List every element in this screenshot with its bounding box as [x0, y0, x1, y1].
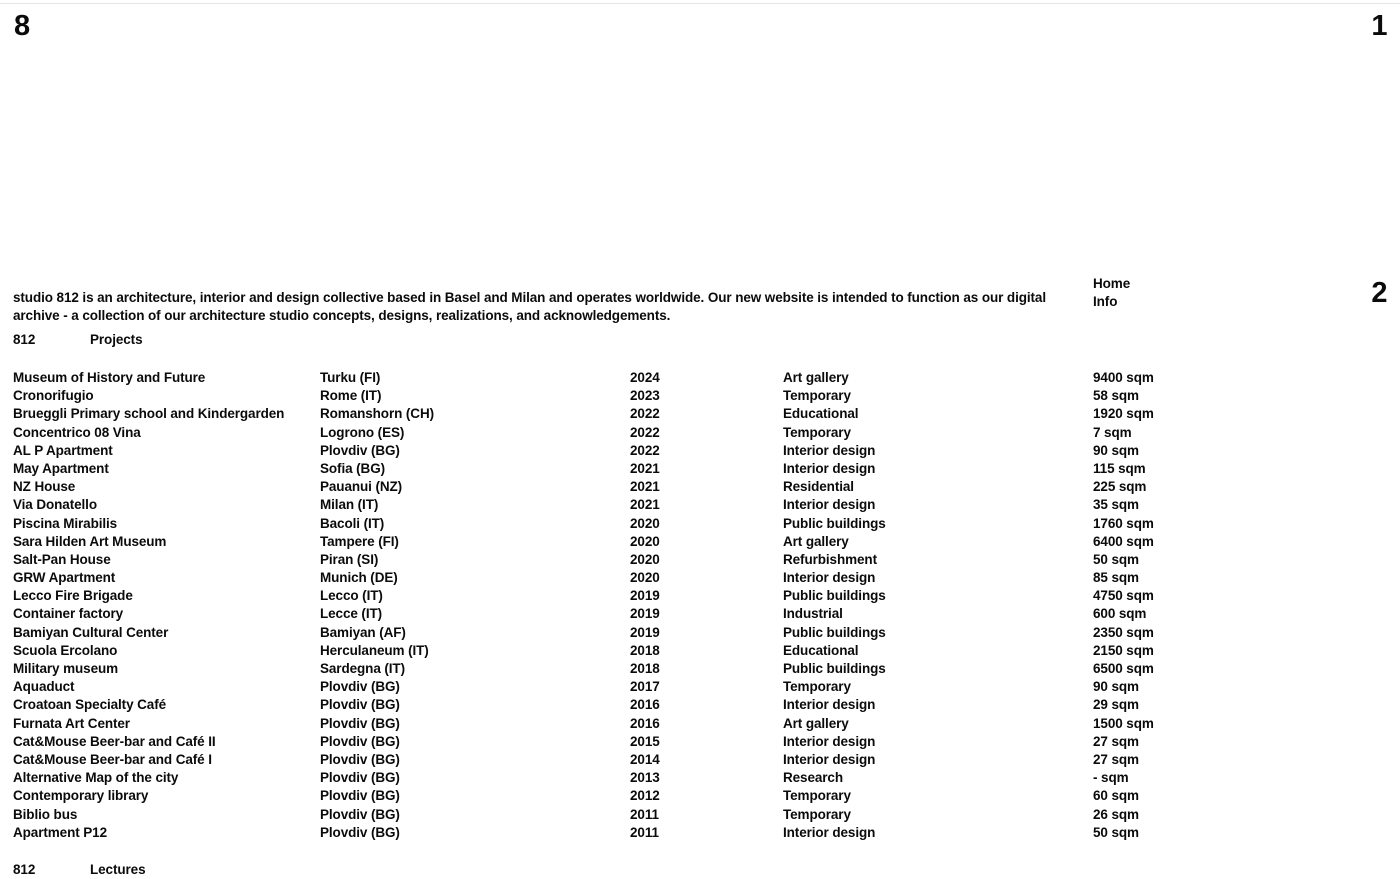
project-size-cell: 29 sqm — [1093, 697, 1139, 713]
project-name-cell: Military museum — [13, 661, 119, 676]
project-location-cell: Herculaneum (IT) — [320, 642, 429, 658]
project-row[interactable] — [13, 496, 1387, 514]
project-year-cell: 2021 — [630, 479, 660, 495]
project-category-cell: Temporary — [783, 679, 851, 695]
project-row[interactable] — [13, 605, 1387, 623]
project-size-cell: 600 sqm — [1093, 606, 1147, 622]
project-year-cell: 2021 — [630, 460, 660, 476]
project-row[interactable] — [13, 806, 1387, 824]
project-location-cell: Tampere (FI) — [320, 533, 399, 549]
brand-label: 812 — [13, 862, 36, 877]
project-size-cell: 90 sqm — [1093, 442, 1139, 458]
project-year-cell: 2020 — [630, 515, 660, 531]
project-name-cell: Bamiyan Cultural Center — [13, 624, 169, 640]
project-location-cell: Piran (SI) — [320, 551, 379, 567]
studio-intro-text: studio 812 is an architecture, interior and design collective based in Basel and Milan and operates worldwide. Our new website is intended to function as our digital archive - a collection of our architecture studio concepts, designs, realizations, and acknowledgements. — [13, 289, 1046, 323]
project-size-cell: 35 sqm — [1093, 497, 1139, 513]
project-category-cell: Interior design — [783, 570, 876, 586]
project-location-cell: Bamiyan (AF) — [320, 624, 406, 640]
project-name-cell: Biblio bus — [13, 806, 78, 822]
project-location-cell: Plovdiv (BG) — [320, 770, 400, 786]
project-size-cell: 9400 sqm — [1093, 370, 1154, 385]
project-row[interactable] — [13, 660, 1387, 678]
project-year-cell: 2020 — [630, 570, 660, 586]
project-row[interactable] — [13, 824, 1387, 842]
project-year-cell: 2017 — [630, 679, 660, 695]
project-name-cell: Lecco Fire Brigade — [13, 588, 133, 604]
project-year-cell: 2016 — [630, 697, 660, 713]
project-name-cell: May Apartment — [13, 460, 109, 476]
project-year-cell: 2022 — [630, 406, 660, 422]
project-category-cell: Temporary — [783, 806, 851, 822]
project-name-cell: Via Donatello — [13, 497, 97, 513]
project-name-cell: Aquaduct — [13, 679, 75, 695]
project-year-cell: 2018 — [630, 642, 660, 658]
project-row[interactable] — [13, 478, 1387, 496]
project-location-cell: Plovdiv (BG) — [320, 788, 400, 804]
projects-section-header — [13, 331, 142, 349]
project-size-cell: 1760 sqm — [1093, 515, 1154, 531]
project-row[interactable] — [13, 624, 1387, 642]
project-name-cell: Sara Hilden Art Museum — [13, 533, 167, 549]
project-year-cell: 2018 — [630, 661, 660, 676]
project-location-cell: Pauanui (NZ) — [320, 479, 403, 495]
project-row[interactable] — [13, 424, 1387, 442]
project-name-cell: Brueggli Primary school and Kindergarden — [13, 406, 285, 422]
project-size-cell: 225 sqm — [1093, 479, 1147, 495]
project-size-cell: 27 sqm — [1093, 733, 1139, 749]
project-year-cell: 2015 — [630, 733, 660, 749]
project-name-cell: NZ House — [13, 479, 76, 495]
project-size-cell: 26 sqm — [1093, 806, 1139, 822]
project-category-cell: Refurbishment — [783, 551, 877, 567]
project-year-cell: 2024 — [630, 370, 660, 385]
project-location-cell: Plovdiv (BG) — [320, 679, 400, 695]
project-row[interactable] — [13, 787, 1387, 805]
project-row[interactable] — [13, 642, 1387, 660]
project-year-cell: 2011 — [630, 824, 659, 840]
project-location-cell: Romanshorn (CH) — [320, 406, 434, 422]
project-year-cell: 2019 — [630, 624, 660, 640]
project-name-cell: Apartment P12 — [13, 824, 107, 840]
project-name-cell: Concentrico 08 Vina — [13, 424, 141, 440]
project-name-cell: Museum of History and Future — [13, 370, 206, 385]
project-name-cell: Cat&Mouse Beer-bar and Café I — [13, 751, 212, 767]
project-year-cell: 2013 — [630, 770, 660, 786]
project-name-cell: AL P Apartment — [13, 442, 113, 458]
project-category-cell: Interior design — [783, 697, 876, 713]
project-category-cell: Interior design — [783, 442, 876, 458]
project-size-cell: 50 sqm — [1093, 824, 1139, 840]
project-location-cell: Plovdiv (BG) — [320, 715, 400, 731]
project-name-cell: GRW Apartment — [13, 570, 116, 586]
projects-table — [13, 369, 1387, 842]
project-row[interactable] — [13, 678, 1387, 696]
project-size-cell: 4750 sqm — [1093, 588, 1154, 604]
project-category-cell: Art gallery — [783, 715, 849, 731]
project-category-cell: Art gallery — [783, 370, 849, 385]
project-size-cell: 60 sqm — [1093, 788, 1139, 804]
project-year-cell: 2021 — [630, 497, 660, 513]
project-name-cell: Contemporary library — [13, 788, 149, 804]
lectures-section-header — [13, 861, 145, 879]
project-location-cell: Plovdiv (BG) — [320, 751, 400, 767]
project-year-cell: 2011 — [630, 806, 659, 822]
project-location-cell: Sofia (BG) — [320, 460, 385, 476]
project-row[interactable] — [13, 442, 1387, 460]
project-name-cell: Furnata Art Center — [13, 715, 130, 731]
project-size-cell: 7 sqm — [1093, 424, 1132, 440]
project-category-cell: Educational — [783, 406, 859, 422]
project-row[interactable] — [13, 369, 1387, 387]
project-location-cell: Turku (FI) — [320, 370, 381, 385]
project-category-cell: Public buildings — [783, 588, 886, 604]
project-category-cell: Temporary — [783, 788, 851, 804]
project-name-cell: Alternative Map of the city — [13, 770, 179, 786]
project-location-cell: Plovdiv (BG) — [320, 442, 400, 458]
project-category-cell: Research — [783, 770, 843, 786]
top-divider — [0, 3, 1400, 4]
project-size-cell: 85 sqm — [1093, 570, 1139, 586]
corner-number-right: 1 — [1371, 10, 1387, 42]
project-size-cell: 27 sqm — [1093, 751, 1139, 767]
project-year-cell: 2012 — [630, 788, 660, 804]
nav-link-info[interactable]: Info — [1093, 294, 1118, 310]
projects-section-title: Projects — [90, 332, 143, 347]
nav-link-home[interactable]: Home — [1093, 276, 1131, 291]
project-size-cell: 2150 sqm — [1093, 642, 1154, 658]
project-year-cell: 2020 — [630, 533, 660, 549]
project-name-cell: Piscina Mirabilis — [13, 515, 118, 531]
corner-number-left: 8 — [14, 10, 30, 42]
project-category-cell: Residential — [783, 479, 854, 495]
project-year-cell: 2014 — [630, 751, 660, 767]
project-category-cell: Public buildings — [783, 661, 886, 676]
main-nav — [1093, 275, 1130, 311]
project-name-cell: Croatoan Specialty Café — [13, 697, 166, 713]
project-row[interactable] — [13, 460, 1387, 478]
project-row[interactable] — [13, 715, 1387, 733]
project-size-cell: 50 sqm — [1093, 551, 1139, 567]
project-size-cell: 6400 sqm — [1093, 533, 1154, 549]
project-name-cell: Container factory — [13, 606, 124, 622]
project-name-cell: Cat&Mouse Beer-bar and Café II — [13, 733, 216, 749]
project-location-cell: Milan (IT) — [320, 497, 379, 513]
project-category-cell: Temporary — [783, 424, 851, 440]
project-size-cell: - sqm — [1093, 770, 1129, 786]
project-size-cell: 90 sqm — [1093, 679, 1139, 695]
project-row[interactable] — [13, 751, 1387, 769]
project-category-cell: Public buildings — [783, 515, 886, 531]
project-row[interactable] — [13, 696, 1387, 714]
project-size-cell: 1920 sqm — [1093, 406, 1154, 422]
project-category-cell: Interior design — [783, 460, 876, 476]
project-row[interactable] — [13, 569, 1387, 587]
project-location-cell: Lecce (IT) — [320, 606, 383, 622]
project-size-cell: 1500 sqm — [1093, 715, 1154, 731]
project-location-cell: Sardegna (IT) — [320, 661, 405, 676]
project-category-cell: Industrial — [783, 606, 843, 622]
project-location-cell: Plovdiv (BG) — [320, 733, 400, 749]
project-location-cell: Rome (IT) — [320, 388, 382, 404]
project-location-cell: Plovdiv (BG) — [320, 824, 400, 840]
project-location-cell: Logrono (ES) — [320, 424, 405, 440]
project-year-cell: 2022 — [630, 424, 660, 440]
project-row[interactable] — [13, 587, 1387, 605]
project-category-cell: Interior design — [783, 824, 876, 840]
project-category-cell: Interior design — [783, 497, 876, 513]
project-name-cell: Salt-Pan House — [13, 551, 111, 567]
project-row[interactable] — [13, 533, 1387, 551]
project-row[interactable] — [13, 387, 1387, 405]
lectures-section-title: Lectures — [90, 862, 146, 877]
project-row[interactable] — [13, 769, 1387, 787]
project-category-cell: Temporary — [783, 388, 851, 404]
project-category-cell: Interior design — [783, 751, 876, 767]
project-location-cell: Lecco (IT) — [320, 588, 383, 604]
project-year-cell: 2019 — [630, 588, 660, 604]
project-category-cell: Art gallery — [783, 533, 849, 549]
project-category-cell: Interior design — [783, 733, 876, 749]
project-year-cell: 2020 — [630, 551, 660, 567]
project-row[interactable] — [13, 733, 1387, 751]
project-size-cell: 6500 sqm — [1093, 661, 1154, 676]
project-category-cell: Public buildings — [783, 624, 886, 640]
brand-label: 812 — [13, 332, 36, 347]
project-location-cell: Bacoli (IT) — [320, 515, 385, 531]
project-name-cell: Cronorifugio — [13, 388, 94, 404]
project-category-cell: Educational — [783, 642, 859, 658]
project-row[interactable] — [13, 551, 1387, 569]
project-year-cell: 2016 — [630, 715, 660, 731]
project-location-cell: Plovdiv (BG) — [320, 697, 400, 713]
project-year-cell: 2023 — [630, 388, 660, 404]
project-row[interactable] — [13, 405, 1387, 423]
section-number: 2 — [1371, 277, 1387, 309]
project-year-cell: 2022 — [630, 442, 660, 458]
project-row[interactable] — [13, 515, 1387, 533]
project-size-cell: 58 sqm — [1093, 388, 1139, 404]
project-size-cell: 115 sqm — [1093, 460, 1146, 476]
project-year-cell: 2019 — [630, 606, 660, 622]
project-size-cell: 2350 sqm — [1093, 624, 1154, 640]
project-name-cell: Scuola Ercolano — [13, 642, 118, 658]
project-location-cell: Plovdiv (BG) — [320, 806, 400, 822]
project-location-cell: Munich (DE) — [320, 570, 398, 586]
